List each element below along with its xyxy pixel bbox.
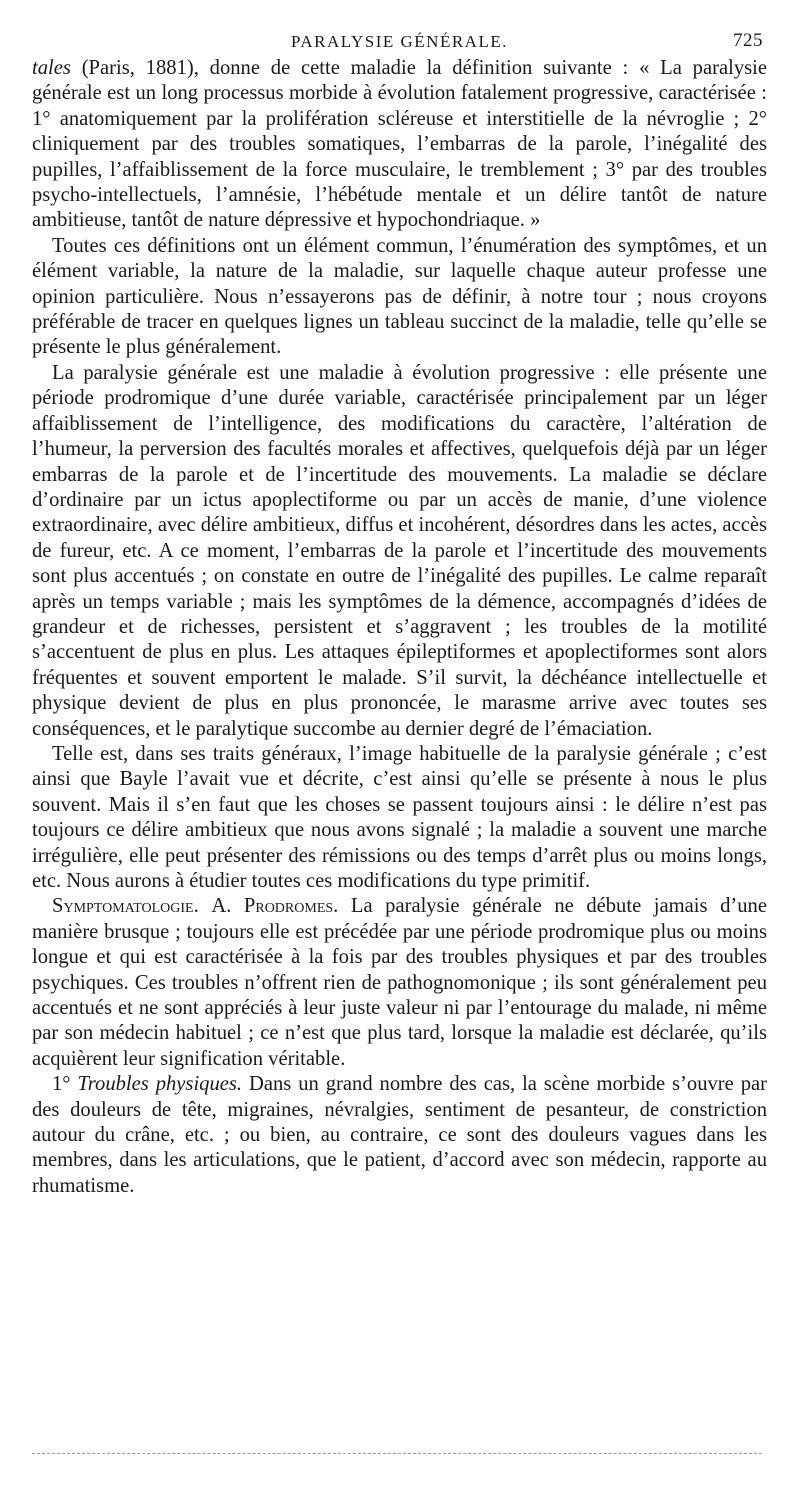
paragraph-description: La paralysie générale est une maladie à évolution progressive : elle présente une période prodromique d’une durée variable, caractérisée principalement par un léger affaiblissement de l’intelligence, des modifications du caractère, l’altération de l’humeur, la perversion des facultés morales et affectives, quelquefois déjà par un léger embarras de la parole et de l’incertitude des mouvements. La maladie se déclare d’ordinaire par un ictus apoplectiforme ou par un accès de manie, d’une violence extraordinaire, avec délire ambitieux, diffus et incohérent, désordres dans les actes, accès de fureur, etc. A ce moment, l’embarras de la parole et l’incertitude des mouvements sont plus accentués ; on constate en outre de l’inégalité des pupilles. Le calme reparaît après un temps variable ; mais les symptômes de la démence, accompagnés d’idées de grandeur et de richesses, persistent et s’aggravent ; les troubles de la motilité s’accentuent de plus en plus. Les attaques épileptiformes et apoplectiformes sont alors fréquentes et souvent emportent le malade. S’il survit, la déchéance intellectuelle et physique devient de plus en plus prononcée, le marasme arrive avec toutes ses conséquences, et le paralytique succombe au dernier degré de l’émaciation. — [32, 361, 767, 740]
section-heading-prodromes: A. Prodromes. — [211, 895, 339, 918]
page-number: 725 — [733, 30, 763, 51]
running-head-title: PARALYSIE GÉNÉRALE. — [291, 32, 508, 51]
running-head — [32, 26, 767, 56]
paragraph-definition-continued — [32, 56, 767, 234]
document-page — [32, 26, 767, 1199]
body-text — [32, 56, 767, 1199]
list-number: 1° — [52, 1073, 78, 1096]
paragraph-general-traits: Telle est, dans ses traits généraux, l’image habituelle de la paralysie générale ; c’est ainsi que Bayle l’avait vue et décrite, c’est ainsi qu’elle se présente à nous le plus souvent. Mais il s’en faut que les choses se passent toujours ainsi : le délire n’est pas toujours ce délire ambitieux que nous avons signalé ; la maladie a souvent une marche irrégulière, elle peut présenter des rémissions ou des temps d’arrêt plus ou moins longs, etc. Nous aurons à étudier toutes ces modifications du type primitif. — [32, 742, 767, 892]
paragraph-text: La paralysie générale ne débute jamais d’une manière brusque ; toujours elle est précédée par une période prodromique plus ou moins longue et qui est caractérisée à la fois par des troubles physiques et par des troubles psychiques. Ces troubles n’offrent rien de pathognomonique ; ils sont généralement peu accentués et ne sont appréciés à leur juste valeur ni par l’entourage du malade, ni même par son médecin habituel ; ce n’est que plus tard, lorsque la maladie est déclarée, qu’ils acquièrent leur signification véritable. — [32, 895, 767, 1070]
paragraph-definitions: Toutes ces définitions ont un élément commun, l’énumération des symptômes, et un élément variable, la nature de la maladie, sur laquelle chaque auteur professe une opinion particulière. Nous n’essayerons pas de définir, à notre tour ; nous croyons préférable de tracer en quelques lignes un tableau succinct de la maladie, telle qu’elle se présente le plus généralement. — [32, 234, 767, 359]
paragraph-text: Dans un grand nombre des cas, la scène morbide s’ouvre par des douleurs de tête, migraines, névralgies, sentiment de pesanteur, de constriction autour du crâne, etc. ; ou bien, au contraire, ce sont des douleurs vagues dans les membres, dans les articulations, que le patient, d’accord avec son médecin, rapporte au rhumatisme. — [32, 1073, 767, 1197]
paragraph-physical-troubles — [32, 1072, 767, 1199]
footer-rule — [32, 1453, 762, 1454]
section-heading-symptomatology: Symptomatologie. — [52, 895, 199, 918]
subsection-heading-physical-troubles: Troubles physiques. — [77, 1073, 243, 1096]
paragraph-text: (Paris, 1881), donne de cette maladie la définition suivante : « La paralysie générale est un long processus morbide à évolution fatalement progressive, caractérisée : 1° anatomiquement par la prolifération scléreuse et interstitielle de la névroglie ; 2° cliniquement par des troubles somatiques, l’embarras de la parole, l’inégalité des pupilles, l’affaiblissement de la force musculaire, le tremblement ; 3° par des troubles psycho-intellectuels, l’amnésie, l’hébétude mentale et un délire tantôt de nature ambitieuse, tantôt de nature dépressive et hypochondriaque. » — [32, 57, 767, 232]
paragraph-symptomatology — [32, 894, 767, 1072]
italic-word: tales — [32, 57, 71, 79]
